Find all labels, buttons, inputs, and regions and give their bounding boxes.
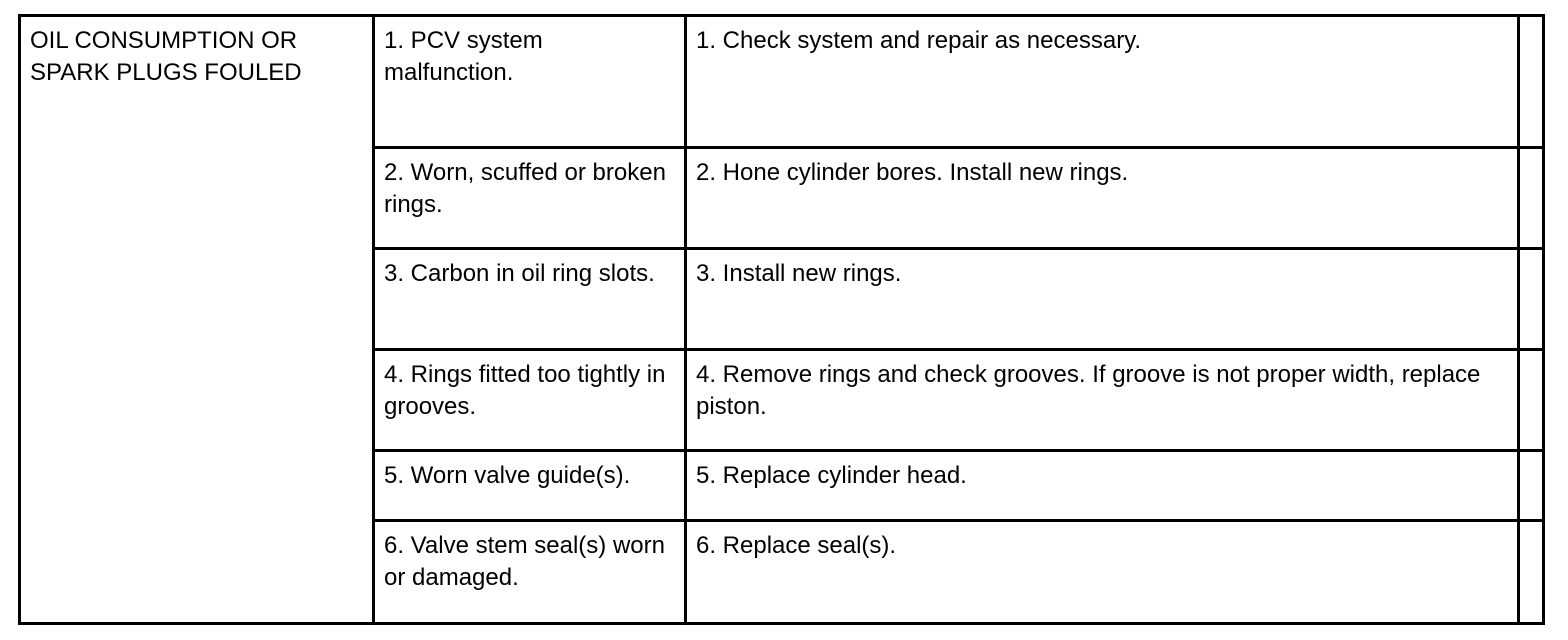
cause-cell: 2. Worn, scuffed or broken rings.	[374, 148, 686, 249]
spare-cell	[1519, 249, 1544, 350]
correction-cell: 4. Remove rings and check grooves. If groove is not proper width, replace piston.	[686, 350, 1519, 451]
spare-cell	[1519, 451, 1544, 521]
cause-cell: 1. PCV system malfunction.	[374, 16, 686, 148]
correction-cell: 3. Install new rings.	[686, 249, 1519, 350]
cause-cell: 4. Rings fitted too tightly in grooves.	[374, 350, 686, 451]
spare-cell	[1519, 350, 1544, 451]
cause-cell: 5. Worn valve guide(s).	[374, 451, 686, 521]
condition-cell: OIL CONSUMPTION OR SPARK PLUGS FOULED	[20, 16, 374, 624]
correction-cell: 1. Check system and repair as necessary.	[686, 16, 1519, 148]
spare-cell	[1519, 16, 1544, 148]
cause-cell: 3. Carbon in oil ring slots.	[374, 249, 686, 350]
table-row	[20, 16, 1544, 148]
correction-cell: 2. Hone cylinder bores. Install new rings.	[686, 148, 1519, 249]
cause-cell: 6. Valve stem seal(s) worn or damaged.	[374, 521, 686, 624]
spare-cell	[1519, 148, 1544, 249]
correction-cell: 5. Replace cylinder head.	[686, 451, 1519, 521]
diagnosis-table	[18, 14, 1545, 625]
spare-cell	[1519, 521, 1544, 624]
correction-cell: 6. Replace seal(s).	[686, 521, 1519, 624]
